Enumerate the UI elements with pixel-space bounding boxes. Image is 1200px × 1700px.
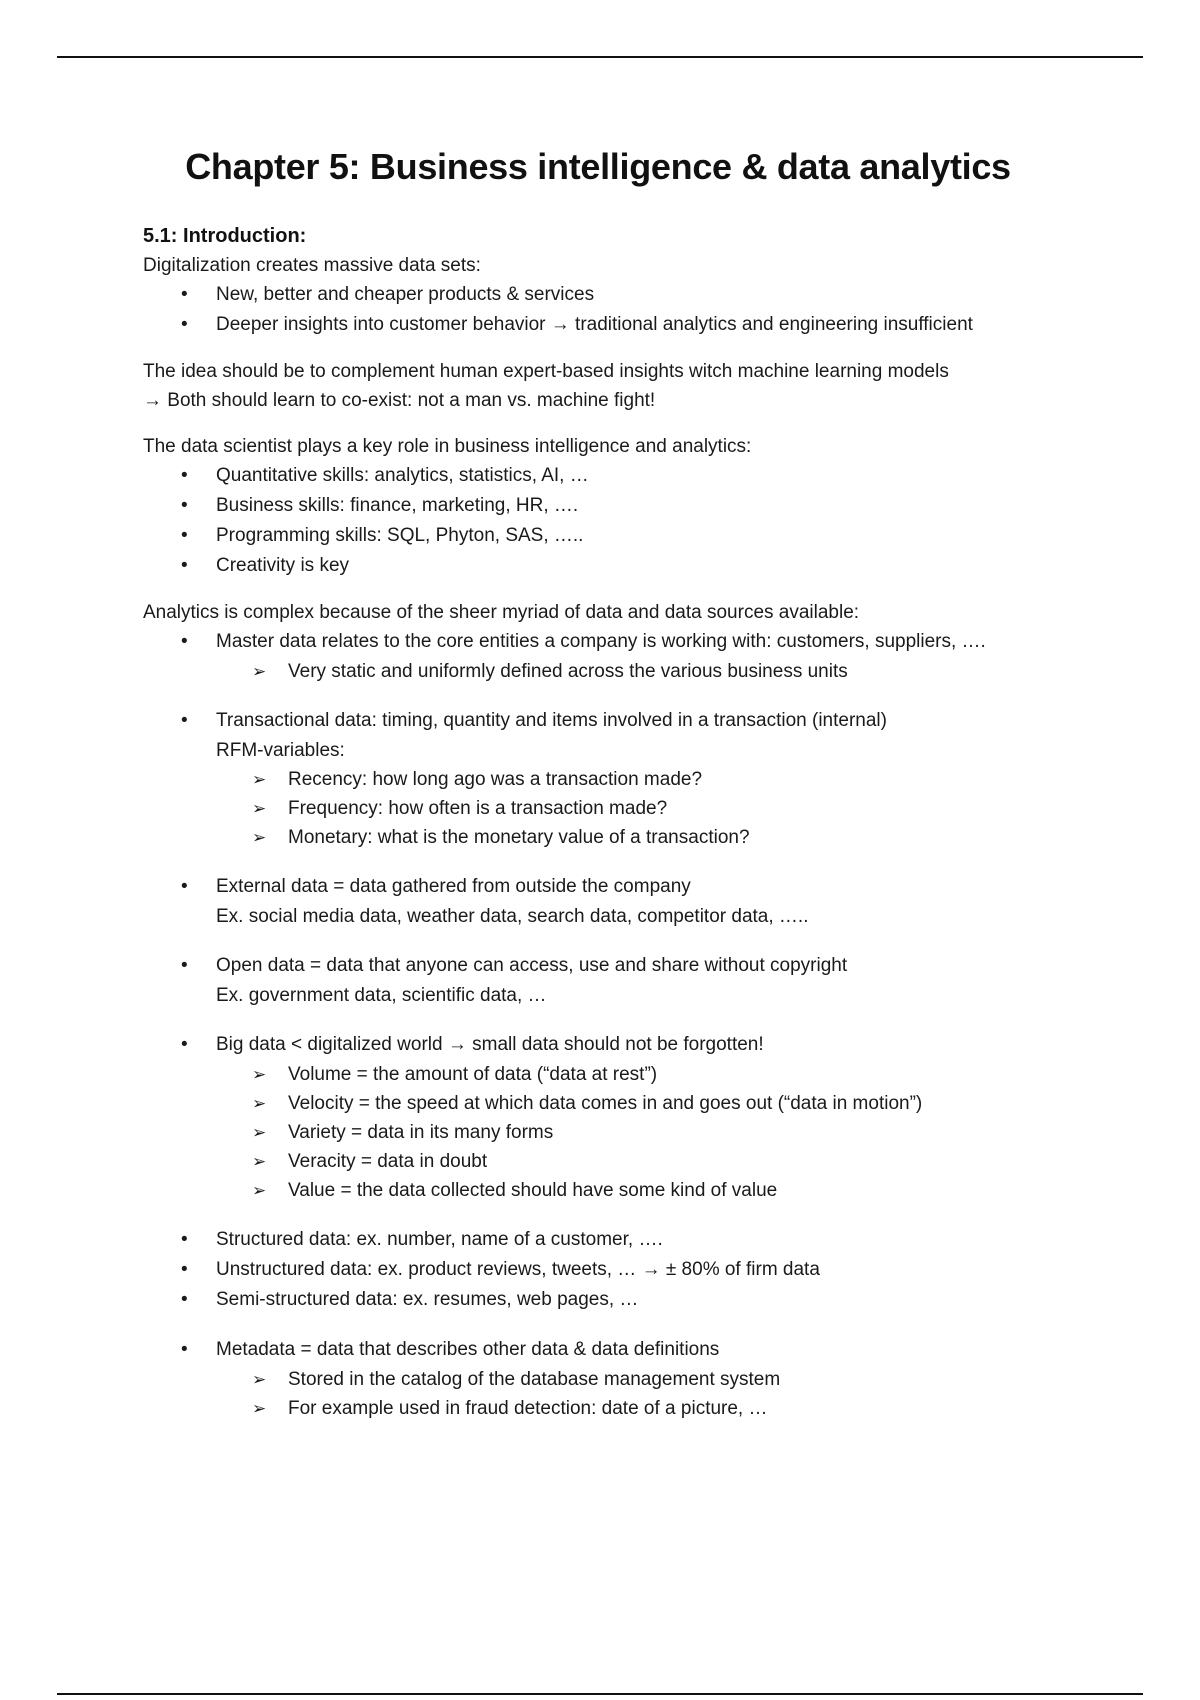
arrow-item: ➢ Veracity = data in doubt [143,1147,1063,1176]
idea-line-2: → Both should learn to co-exist: not a man vs. machine fight! [143,390,656,411]
arrow-item: ➢ Velocity = the speed at which data comes in and goes out (“data in motion”) [143,1089,1063,1118]
list-item: • Open data = data that anyone can access, use and share without copyright [143,951,1063,981]
big-data-sublist [143,1060,1063,1205]
list-item: • Creativity is key [143,551,1063,581]
scientist-list [143,461,1063,581]
open-data-list [143,951,1063,981]
rfm-sublist [143,765,1063,852]
metadata-sublist [143,1365,1063,1423]
arrow-item: ➢ Value = the data collected should have some kind of value [143,1176,1063,1205]
list-item: • Business skills: finance, marketing, HR, …. [143,491,1063,521]
page-content [143,140,1063,1423]
arrow-item: ➢ Very static and uniformly defined across the various business units [143,657,1063,686]
list-item: • Deeper insights into customer behavior → traditional analytics and engineering insufficient [143,310,1063,340]
arrow-item: ➢ Stored in the catalog of the database management system [143,1365,1063,1394]
list-item: • External data = data gathered from outside the company [143,872,1063,902]
master-data-sublist [143,657,1063,686]
idea-line-1: The idea should be to complement human expert-based insights witch machine learning models [143,361,949,382]
list-item: • Programming skills: SQL, Phyton, SAS, ….. [143,521,1063,551]
external-example: Ex. social media data, weather data, search data, competitor data, ….. [216,906,809,927]
list-item: • Metadata = data that describes other data & data definitions [143,1335,1063,1365]
arrow-item: ➢ Monetary: what is the monetary value of a transaction? [143,823,1063,852]
external-data-list [143,872,1063,902]
master-data-list [143,627,1063,657]
top-rule [57,56,1143,58]
arrow-item: ➢ Frequency: how often is a transaction made? [143,794,1063,823]
list-item: • Structured data: ex. number, name of a customer, …. [143,1225,1063,1255]
list-item: • Big data < digitalized world → small data should not be forgotten! [143,1030,1063,1060]
list-item: • Transactional data: timing, quantity and items involved in a transaction (internal) [143,706,1063,736]
list-item: • Master data relates to the core entities a company is working with: customers, suppliers, …. [143,627,1063,657]
bottom-rule [57,1693,1143,1695]
analytics-text: Analytics is complex because of the sheer myriad of data and data sources available: [143,602,860,623]
arrow-item: ➢ Variety = data in its many forms [143,1118,1063,1147]
arrow-item: ➢ For example used in fraud detection: date of a picture, … [143,1394,1063,1423]
structure-list [143,1225,1063,1315]
page-title: Chapter 5: Business intelligence & data analytics [185,146,1011,187]
big-data-list [143,1030,1063,1060]
intro-text: Digitalization creates massive data sets: [143,255,481,276]
list-item: • Unstructured data: ex. product reviews, tweets, … → ± 80% of firm data [143,1255,1063,1285]
scientist-text: The data scientist plays a key role in business intelligence and analytics: [143,436,752,457]
arrow-item: ➢ Recency: how long ago was a transaction made? [143,765,1063,794]
metadata-list [143,1335,1063,1365]
rfm-label: RFM-variables: [216,740,345,761]
list-item: • New, better and cheaper products & services [143,280,1063,310]
open-example: Ex. government data, scientific data, … [216,985,547,1006]
intro-list [143,280,1063,340]
list-item: • Semi-structured data: ex. resumes, web pages, … [143,1285,1063,1315]
arrow-item: ➢ Volume = the amount of data (“data at rest”) [143,1060,1063,1089]
transactional-data-list [143,706,1063,736]
section-heading: 5.1: Introduction: [143,225,307,247]
list-item: • Quantitative skills: analytics, statistics, AI, … [143,461,1063,491]
